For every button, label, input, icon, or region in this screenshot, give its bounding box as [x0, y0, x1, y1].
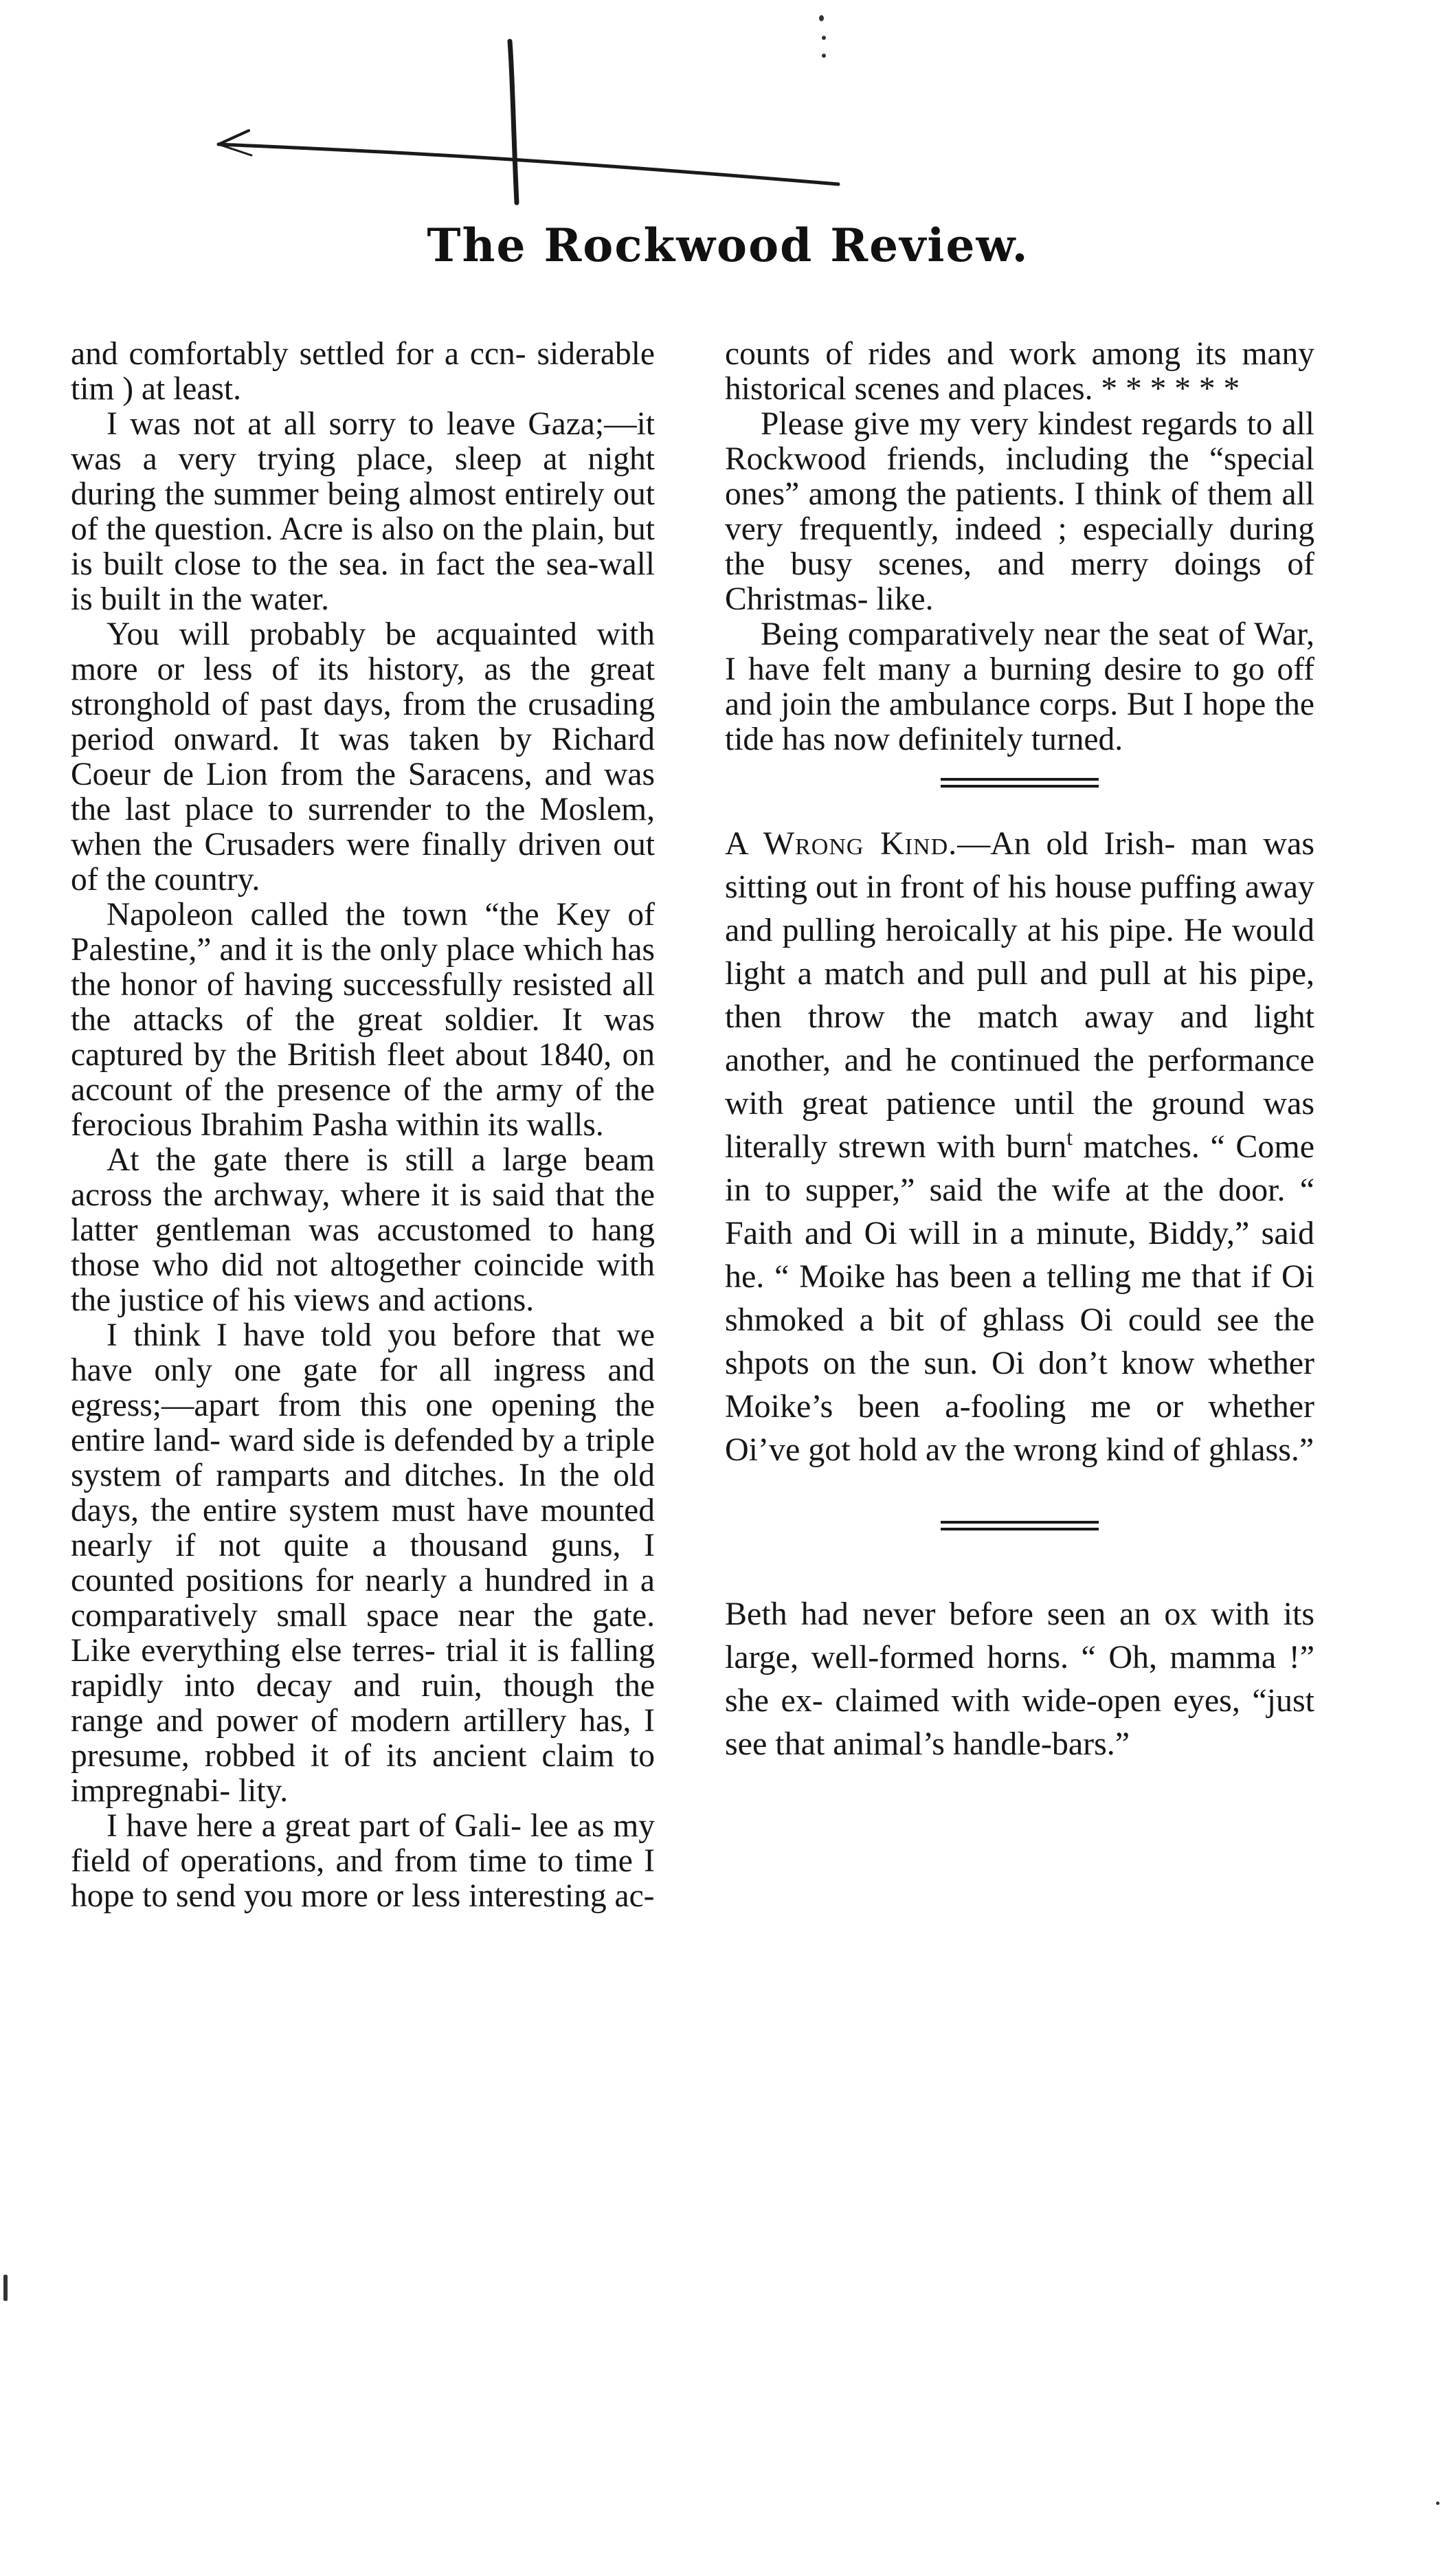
print-speck	[819, 15, 824, 21]
stray-superscript: t	[1066, 1125, 1073, 1150]
print-speck	[1436, 2502, 1440, 2505]
handwritten-cross-mark	[206, 27, 859, 227]
paragraph: You will probably be acquainted with more or less of its history, as the great stronghold of past days, from the crusading period onward. It was taken by Richard Coeur de Lion from the Saracens, and was the last place to surrender to the Moslem, when the Crusaders were finally driven out of the country.	[71, 616, 655, 898]
double-rule-divider	[941, 778, 1099, 789]
letter-continued-text: counts of rides and work among its many historical scenes and places.	[725, 336, 1314, 407]
anecdote-heading: A Wrong Kind.	[725, 825, 958, 862]
anecdote-text: —An old Irish- man was sitting out in front of his house puffing away and pulling heroically at his pipe. He would light a match and pull and pull at his pipe, then throw the match away and light another, and he continued the performance with great patience until the ground was literally strewn with burn	[725, 825, 1314, 1165]
right-column	[725, 337, 1314, 1765]
paragraph: At the gate there is still a large beam across the archway, where it is said that the latter gentleman was accustomed to hang those who did not altogether coincide with the justice of his views and actions.	[71, 1142, 655, 1318]
anecdote-wrong-kind	[725, 822, 1314, 1471]
double-rule-divider	[941, 1521, 1099, 1532]
paragraph: I think I have told you before that we have only one gate for all ingress and egress;—apart from this one opening the entire land- ward side is defended by a triple system of ramparts and ditches. In the old days, the entire system must have mounted nearly if not quite a thousand guns, I counted positions for nearly a hundred in a comparatively small space near the gate. Like everything else terres- trial it is falling rapidly into decay and ruin, though the range and power of modern artillery has, I presume, robbed it of its ancient claim to impregnabi- lity.	[71, 1317, 655, 1809]
anecdote-handle-bars	[725, 1592, 1314, 1765]
print-speck	[3, 2275, 8, 2301]
masthead-title: The Rockwood Review.	[427, 219, 1029, 272]
paragraph: Beth had never before seen an ox with its large, well-formed horns. “ Oh, mamma !” she ex- claimed with wide-open eyes, “just see that animal’s handle-bars.”	[725, 1596, 1314, 1762]
anecdote-text: matches. “ Come in to supper,” said the wife at the door. “ Faith and Oi will in a minute, Biddy,” said he. “ Moike has been a telling me that if Oi shmoked a bit of ghlass Oi could see the shpots on the sun. Oi don’t know whether Moike’s been a-fooling me or whether Oi’ve got hold av the wrong kind of ghlass.”	[725, 1128, 1314, 1468]
paragraph: and comfortably settled for a ccn- siderable tim ) at least.	[71, 336, 655, 407]
paragraph: I have here a great part of Gali- lee as my field of operations, and from time to time I hope to send you more or less interesting ac-	[71, 1808, 655, 1914]
print-speck	[822, 54, 826, 58]
left-column	[71, 337, 655, 1914]
section-stars: * * * * * *	[1101, 371, 1240, 407]
paragraph	[725, 822, 1314, 1471]
paragraph: Please give my very kindest regards to all Rockwood friends, including the “special ones” among the patients. I think of them all very frequently, indeed ; especially during the busy scenes, and merry doings of Christmas- like.	[725, 406, 1314, 617]
paragraph: Being comparatively near the seat of War, I have felt many a burning desire to go off and join the ambulance corps. But I hope the tide has now definitely turned.	[725, 616, 1314, 757]
paragraph: Napoleon called the town “the Key of Palestine,” and it is the only place which has the honor of having successfully resisted all the attacks of the great soldier. It was captured by the British fleet about 1840, on account of the presence of the army of the ferocious Ibrahim Pasha within its walls.	[71, 897, 655, 1143]
paragraph: I was not at all sorry to leave Gaza;—it was a very trying place, sleep at night during the summer being almost entirely out of the question. Acre is also on the plain, but is built close to the sea. in fact the sea-wall is built in the water.	[71, 406, 655, 617]
print-speck	[822, 36, 826, 40]
paragraph	[725, 337, 1314, 407]
